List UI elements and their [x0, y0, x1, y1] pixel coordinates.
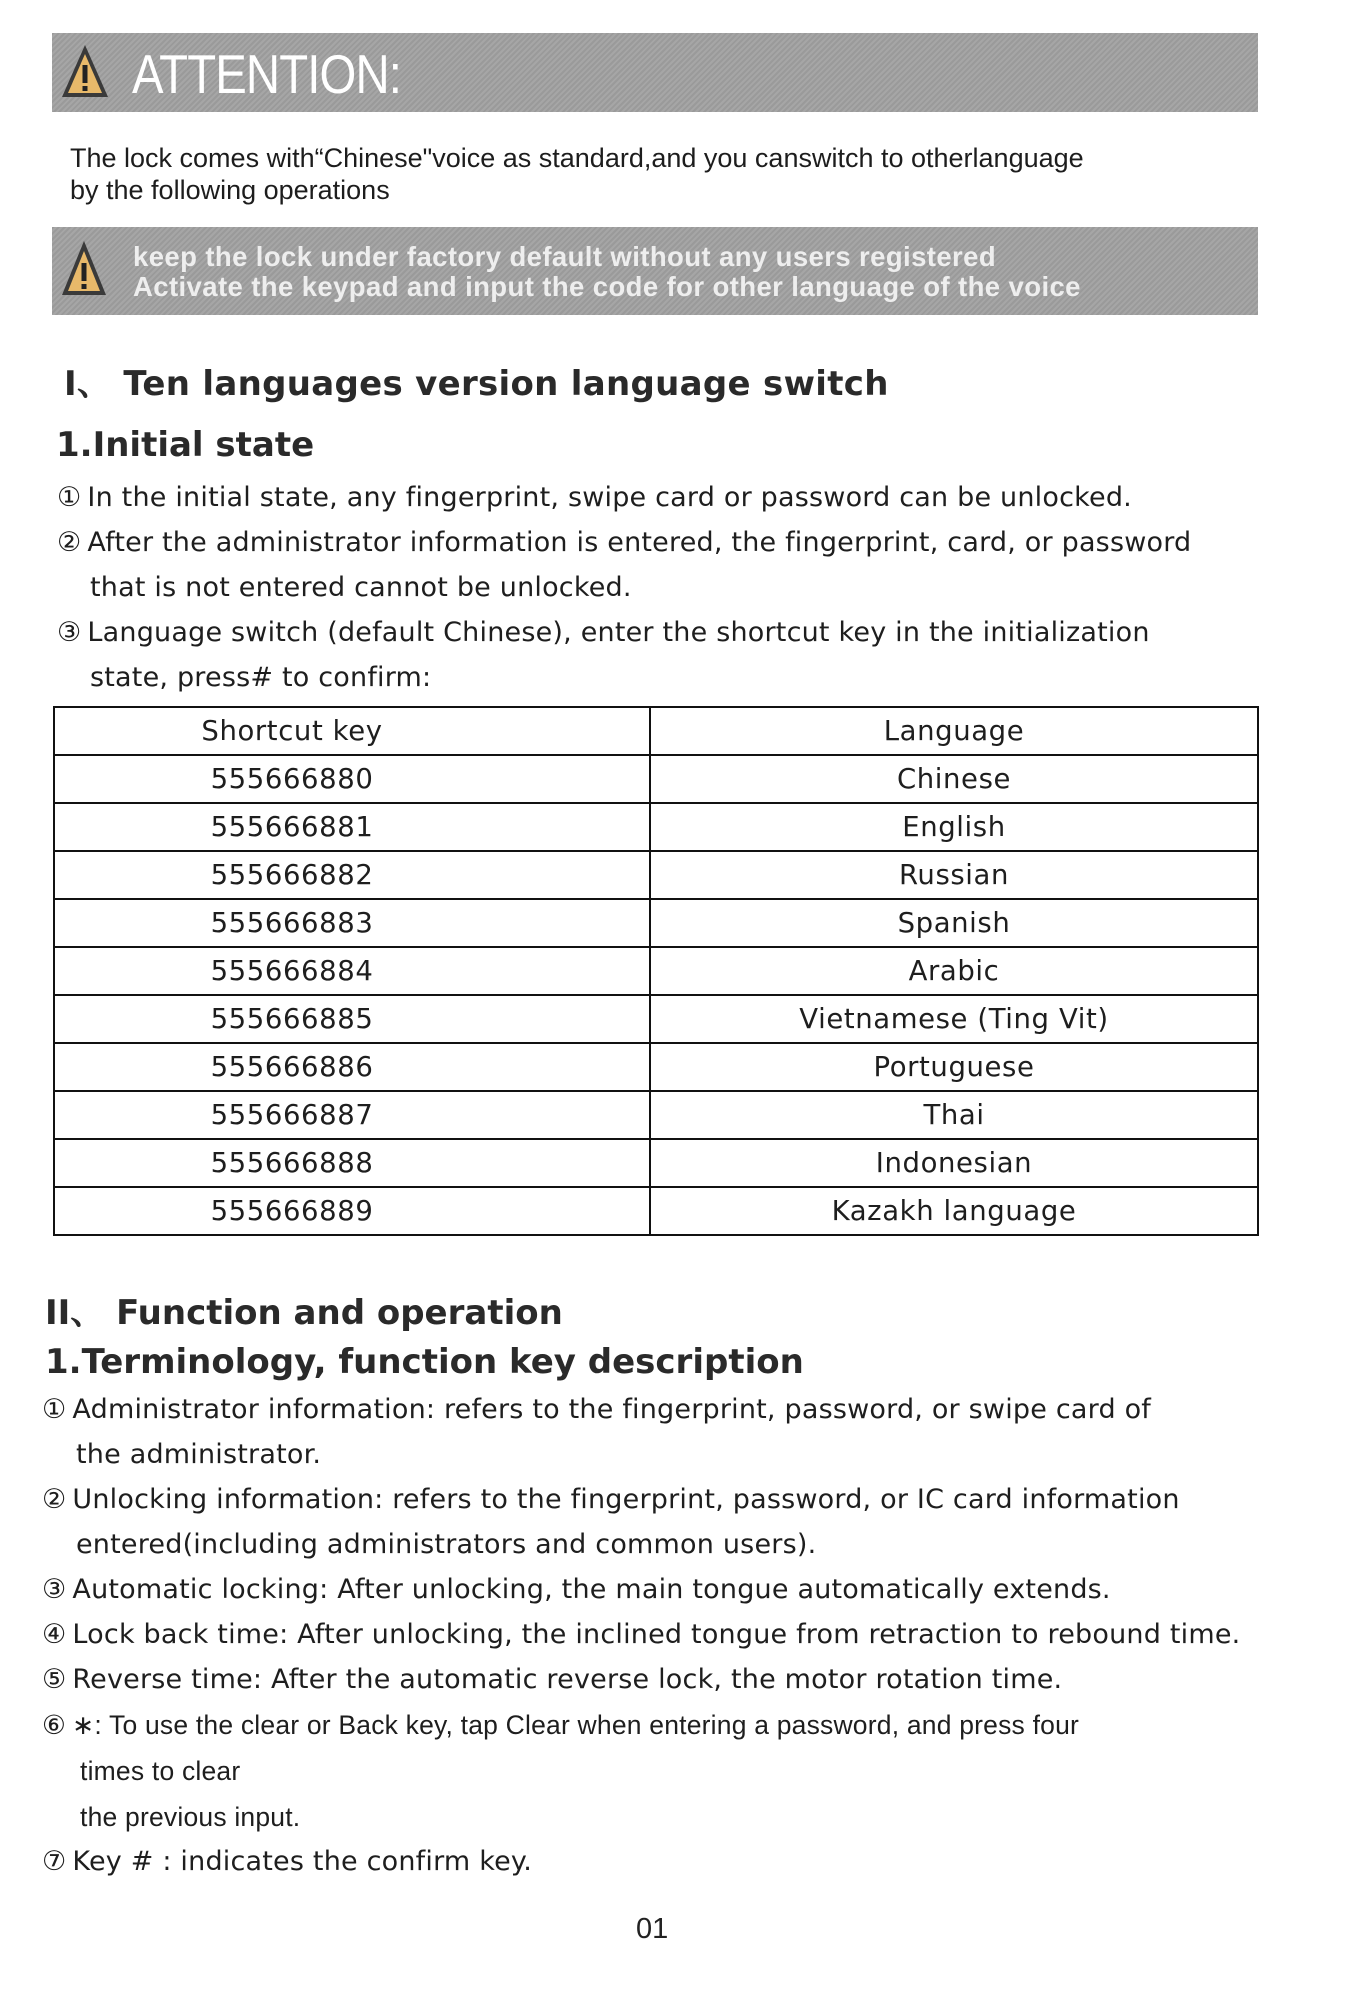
item-continuation: state, press# to confirm:	[90, 662, 432, 693]
intro-line-2: by the following operations	[70, 175, 390, 205]
list-item	[42, 1710, 1079, 1741]
intro-line-1: The lock comes with“Chinese"voice as standard,and you canswitch to otherlanguage	[70, 143, 1084, 173]
language-cell: Spanish	[650, 899, 1258, 947]
asterisk-key-icon: ∗	[71, 1710, 95, 1740]
item-text: Administrator information: refers to the fingerprint, password, or swipe card of	[72, 1394, 1151, 1425]
table-row	[54, 1091, 1258, 1139]
shortcut-key-cell: 555666887	[54, 1091, 650, 1139]
list-item	[42, 1574, 1111, 1605]
header-shortcut-key: Shortcut key	[54, 707, 650, 755]
language-cell: Indonesian	[650, 1139, 1258, 1187]
table-row	[54, 1043, 1258, 1091]
item-text: : To use the clear or Back key, tap Clear when entering a password, and press four	[94, 1710, 1080, 1740]
table-row	[54, 1139, 1258, 1187]
attention-title: ATTENTION:	[132, 43, 402, 105]
shortcut-key-cell: 555666886	[54, 1043, 650, 1091]
list-item	[57, 482, 1132, 513]
item-continuation: the previous input.	[80, 1802, 301, 1832]
item-text: Key # : indicates the confirm key.	[72, 1846, 532, 1877]
item-text: After the administrator information is entered, the fingerprint, card, or password	[87, 527, 1192, 558]
notice-line-2: Activate the keypad and input the code for other language of the voice	[133, 271, 1081, 302]
circled-number: ②	[57, 527, 82, 558]
circled-number: ③	[42, 1574, 67, 1605]
shortcut-key-cell: 555666884	[54, 947, 650, 995]
section-2-heading: II、 Function and operation	[45, 1293, 563, 1333]
shortcut-key-cell: 555666883	[54, 899, 650, 947]
section-1-heading: I、 Ten languages version language switch	[64, 364, 889, 404]
item-text: Reverse time: After the automatic reverse lock, the motor rotation time.	[72, 1664, 1063, 1695]
item-continuation: the administrator.	[76, 1439, 322, 1470]
item-text: Unlocking information: refers to the fingerprint, password, or IC card information	[72, 1484, 1180, 1515]
table-row	[54, 995, 1258, 1043]
language-shortcut-table	[53, 706, 1259, 1236]
item-text: Lock back time: After unlocking, the inclined tongue from retraction to rebound time.	[72, 1619, 1241, 1650]
table-row	[54, 947, 1258, 995]
table-row	[54, 899, 1258, 947]
list-item	[42, 1484, 1180, 1515]
language-cell: Kazakh language	[650, 1187, 1258, 1235]
circled-number: ①	[42, 1394, 67, 1425]
list-item	[42, 1394, 1151, 1425]
list-item	[42, 1664, 1062, 1695]
language-cell: Thai	[650, 1091, 1258, 1139]
list-item	[57, 527, 1191, 558]
table-row	[54, 803, 1258, 851]
section-2-subheading: 1.Terminology, function key description	[45, 1342, 804, 1382]
language-cell: English	[650, 803, 1258, 851]
list-item	[57, 617, 1150, 648]
notice-banner	[52, 227, 1258, 315]
language-cell: Vietnamese (Ting Vit)	[650, 995, 1258, 1043]
item-continuation: entered(including administrators and common users).	[76, 1529, 817, 1560]
shortcut-key-cell: 555666888	[54, 1139, 650, 1187]
item-text: Language switch (default Chinese), enter the shortcut key in the initialization	[87, 617, 1150, 648]
item-text: In the initial state, any fingerprint, swipe card or password can be unlocked.	[87, 482, 1132, 513]
table-header-row	[54, 707, 1258, 755]
item-text: Automatic locking: After unlocking, the main tongue automatically extends.	[72, 1574, 1111, 1605]
language-cell: Chinese	[650, 755, 1258, 803]
shortcut-key-cell: 555666885	[54, 995, 650, 1043]
warning-triangle-icon	[60, 239, 108, 297]
circled-number: ①	[57, 482, 82, 513]
table-row	[54, 755, 1258, 803]
shortcut-key-cell: 555666882	[54, 851, 650, 899]
language-cell: Russian	[650, 851, 1258, 899]
circled-number: ③	[57, 617, 82, 648]
table-row	[54, 1187, 1258, 1235]
notice-line-1: keep the lock under factory default without any users registered	[133, 241, 997, 272]
list-item	[42, 1846, 532, 1877]
circled-number: ⑦	[42, 1846, 67, 1877]
shortcut-key-cell: 555666880	[54, 755, 650, 803]
table-row	[54, 851, 1258, 899]
section-1-subheading: 1.Initial state	[56, 425, 315, 465]
circled-number: ⑥	[42, 1710, 66, 1741]
warning-triangle-icon	[60, 43, 110, 99]
page-number: 01	[636, 1913, 669, 1945]
attention-banner	[52, 33, 1258, 112]
item-continuation: times to clear	[80, 1756, 241, 1786]
list-item	[42, 1619, 1240, 1650]
language-cell: Portuguese	[650, 1043, 1258, 1091]
language-cell: Arabic	[650, 947, 1258, 995]
shortcut-key-cell: 555666889	[54, 1187, 650, 1235]
circled-number: ②	[42, 1484, 67, 1515]
header-language: Language	[650, 707, 1258, 755]
circled-number: ⑤	[42, 1664, 67, 1695]
circled-number: ④	[42, 1619, 67, 1650]
item-continuation: that is not entered cannot be unlocked.	[90, 572, 632, 603]
shortcut-key-cell: 555666881	[54, 803, 650, 851]
